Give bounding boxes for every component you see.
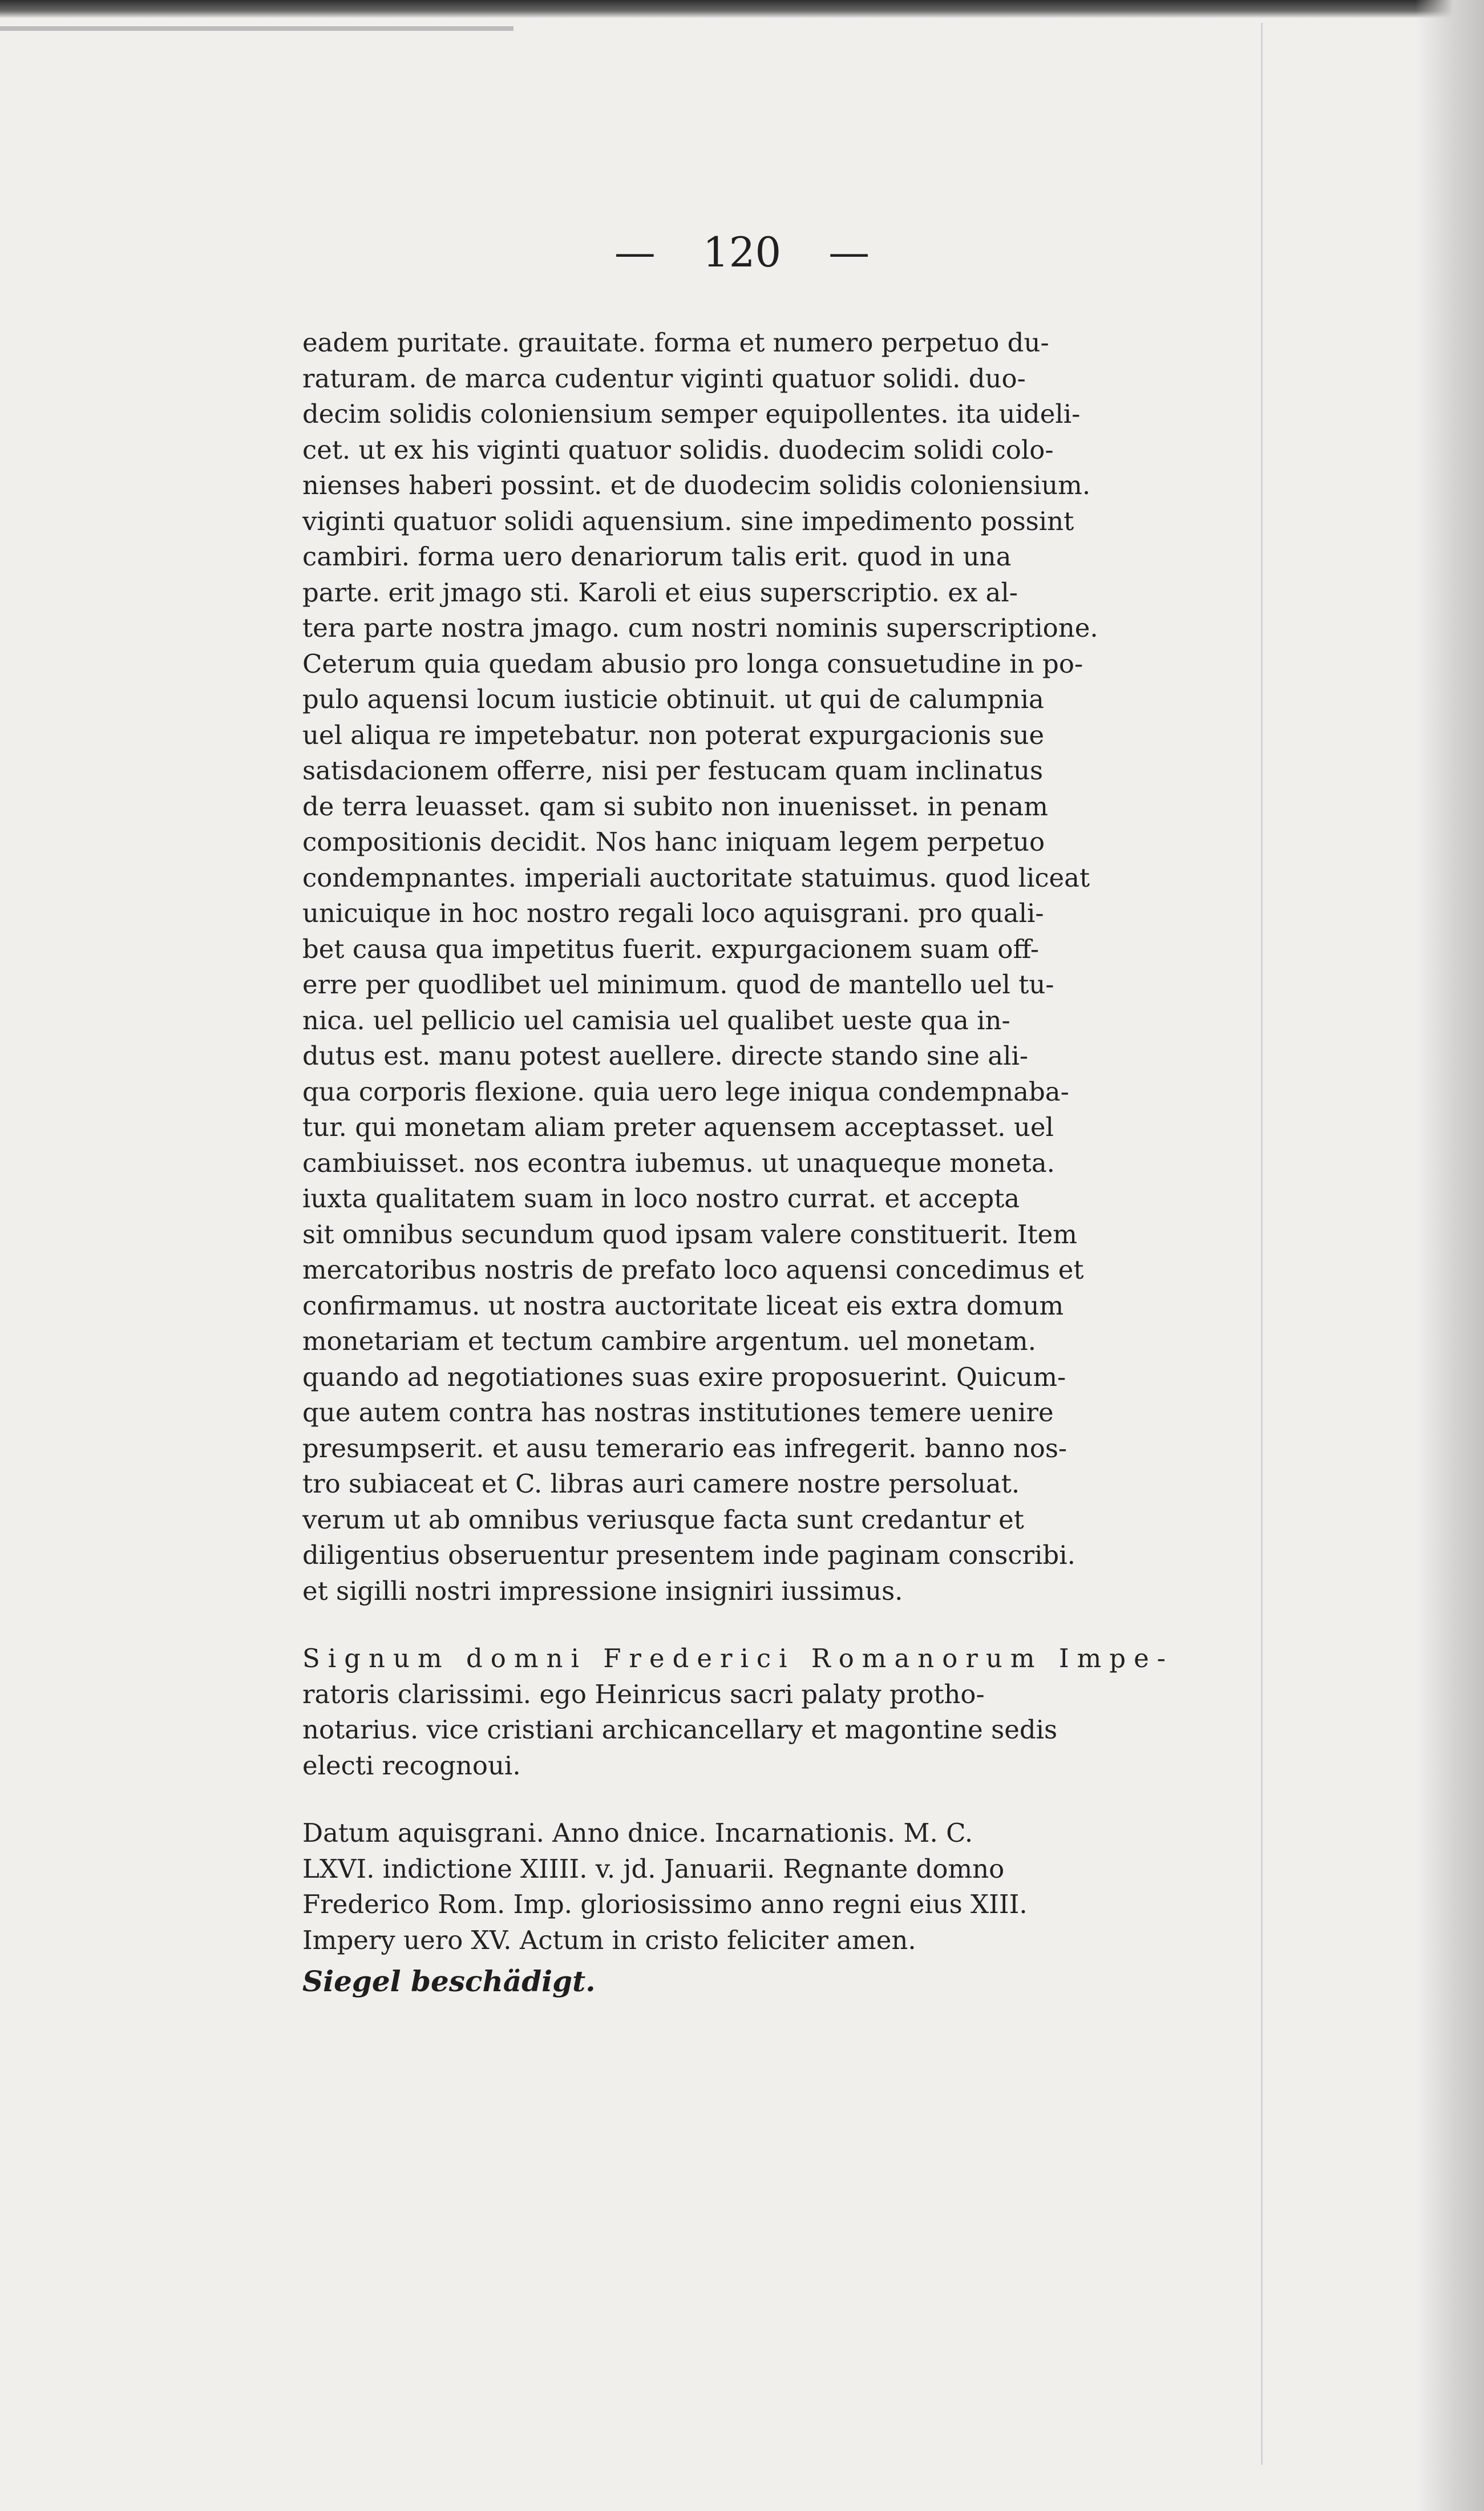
text-line: Ceterum quia quedam abusio pro longa consuetudine in po- <box>302 648 1083 679</box>
text-line: monetariam et tectum cambire argentum. uel monetam. <box>302 1326 1036 1356</box>
text-line: viginti quatuor solidi aquensium. sine impedimento possint <box>302 506 1074 536</box>
datum-line: LXVI. indictione XIIII. v. jd. Januarii. Regnante domno <box>302 1853 1005 1884</box>
header-dash-left: — <box>614 228 656 276</box>
text-line: raturam. de marca cudentur viginti quatuor solidi. duo- <box>302 363 1026 394</box>
text-line: quando ad negotiationes suas exire proposuerint. Quicum- <box>302 1361 1066 1392</box>
text-line: pulo aquensi locum iusticie obtinuit. ut qui de calumpnia <box>302 684 1044 714</box>
datum-line: Datum aquisgrani. Anno dnice. Incarnationis. M. C. <box>302 1818 973 1848</box>
text-line: sit omnibus secundum quod ipsam valere constituerit. Item <box>302 1219 1077 1250</box>
datum-paragraph <box>302 1815 1312 2000</box>
text-line: satisdacionem offerre, nisi per festucam quam inclinatus <box>302 755 1044 786</box>
text-line: cambiri. forma uero denariorum talis erit. quod in una <box>302 541 1012 572</box>
text-line: confirmamus. ut nostra auctoritate liceat eis extra domum <box>302 1290 1064 1321</box>
signum-line: electi recognoui. <box>302 1750 521 1781</box>
text-line: parte. erit jmago sti. Karoli et eius superscriptio. ex al- <box>302 577 1018 608</box>
datum-line: Impery uero XV. Actum in cristo feliciter amen. <box>302 1924 916 1955</box>
text-line: cet. ut ex his viginti quatuor solidis. duodecim solidi colo- <box>302 434 1054 465</box>
spine-shadow <box>1416 0 1484 2511</box>
scan-edge-top <box>0 0 1484 18</box>
text-line: diligentius obseruentur presentem inde paginam conscribi. <box>302 1540 1075 1570</box>
text-line: nienses haberi possint. et de duodecim solidis coloniensium. <box>302 470 1091 500</box>
text-line: et sigilli nostri impressione insigniri iussimus. <box>302 1575 903 1606</box>
seal-note: Siegel beschädigt. <box>302 1964 596 1998</box>
scan-edge-mark <box>0 26 513 31</box>
page-header <box>0 228 1484 285</box>
text-line: dutus est. manu potest auellere. directe stando sine ali- <box>302 1041 1029 1071</box>
text-line: tera parte nostra jmago. cum nostri nominis superscriptione. <box>302 613 1098 643</box>
text-line: bet causa qua impetitus fuerit. expurgacionem suam off- <box>302 933 1040 964</box>
page-number: 120 <box>702 228 782 276</box>
body-text <box>302 325 1312 2000</box>
text-line: que autem contra has nostras institutiones temere uenire <box>302 1397 1054 1428</box>
text-line: eadem puritate. grauitate. forma et numero perpetuo du- <box>302 327 1049 358</box>
text-line: compositionis decidit. Nos hanc iniquam legem perpetuo <box>302 827 1045 857</box>
text-line: condempnantes. imperiali auctoritate statuimus. quod liceat <box>302 862 1090 893</box>
text-line: unicuique in hoc nostro regali loco aquisgrani. pro quali- <box>302 898 1044 928</box>
text-line: erre per quodlibet uel minimum. quod de mantello uel tu- <box>302 969 1054 1000</box>
datum-line: Frederico Rom. Imp. gloriosissimo anno regni eius XIII. <box>302 1889 1028 1919</box>
signum-line: Signum domni Frederici Romanorum Impe- <box>302 1643 1174 1673</box>
text-line: tro subiaceat et C. libras auri camere nostre persoluat. <box>302 1469 1020 1499</box>
text-line: de terra leuasset. qam si subito non inuenisset. in penam <box>302 791 1048 822</box>
text-line: qua corporis flexione. quia uero lege iniqua condempnaba- <box>302 1076 1069 1107</box>
text-line: tur. qui monetam aliam preter aquensem acceptasset. uel <box>302 1112 1054 1142</box>
text-line: uel aliqua re impetebatur. non poterat expurgacionis sue <box>302 719 1045 750</box>
text-line: nica. uel pellicio uel camisia uel qualibet ueste qua in- <box>302 1005 1010 1036</box>
text-line: cambiuisset. nos econtra iubemus. ut unaqueque moneta. <box>302 1147 1055 1178</box>
signum-paragraph <box>302 1641 1312 1784</box>
text-line: verum ut ab omnibus veriusque facta sunt credantur et <box>302 1504 1024 1535</box>
text-line: iuxta qualitatem suam in loco nostro currat. et accepta <box>302 1183 1020 1214</box>
main-paragraph <box>302 325 1312 1609</box>
signum-line: ratoris clarissimi. ego Heinricus sacri palaty protho- <box>302 1679 985 1709</box>
signum-line: notarius. vice cristiani archicancellary et magontine sedis <box>302 1715 1058 1745</box>
header-dash-right: — <box>828 228 870 276</box>
text-line: mercatoribus nostris de prefato loco aquensi concedimus et <box>302 1255 1084 1285</box>
text-line: decim solidis coloniensium semper equipollentes. ita uideli- <box>302 399 1081 429</box>
text-line: presumpserit. et ausu temerario eas infregerit. banno nos- <box>302 1433 1067 1463</box>
